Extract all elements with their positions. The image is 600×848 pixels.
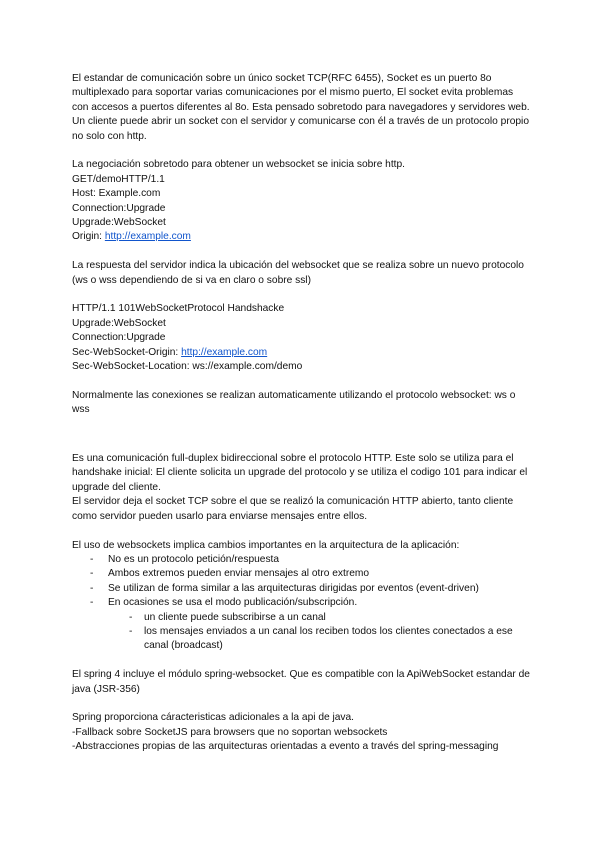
response-intro-paragraph: La respuesta del servidor indica la ubicación del websocket que se realiza sobre un nuevo protocolo (ws o wss dependiendo de si va en claro o sobre ssl) <box>72 260 524 286</box>
response-location: Sec-WebSocket-Location: ws://example.com/demo <box>72 361 303 373</box>
request-origin-label: Origin: <box>72 231 105 243</box>
fullduplex-paragraph: Es una comunicación full-duplex bidireccional sobre el protocolo HTTP. Este solo se utiliza para el handshake inicial: El cliente solicita un upgrade del protocolo y se utiliza el codigo 101 para indicar el upgrade del cliente. <box>72 453 528 493</box>
response-status: HTTP/1.1 101WebSocketProtocol Handshacke <box>72 303 285 315</box>
response-upgrade: Upgrade:WebSocket <box>72 317 166 329</box>
fallback-line: -Fallback sobre SocketJS para browsers que no soportan websockets <box>72 726 388 738</box>
list-item: - Ambos extremos pueden enviar mensajes al otro extremo <box>72 567 532 581</box>
usage-intro-paragraph: El uso de websockets implica cambios importantes en la arquitectura de la aplicación: <box>72 539 460 551</box>
response-connection: Connection:Upgrade <box>72 332 166 344</box>
abstractions-line: -Abstracciones propias de las arquitecturas orientadas a evento a través del spring-messaging <box>72 741 499 753</box>
list-item: - Se utilizan de forma similar a las arquitecturas dirigidas por eventos (event-driven) <box>72 582 532 596</box>
request-line: GET/demoHTTP/1.1 <box>72 173 165 185</box>
intro-paragraph: El estandar de comunicación sobre un único socket TCP(RFC 6455), Socket es un puerto 8o multiplexado para soportar varias comunicaciones por el mismo puerto, El socket evita problemas con accesos a puertos diferentes al 8o. Esta pensado sobretodo para navegadores y servidores web. Un cliente puede abrir un socket con el servidor y comunicarse con él a través de un protocolo propio no solo con http. <box>72 73 530 142</box>
list-item: - los mensajes enviados a un canal los reciben todos los clientes conectados a ese canal (broadcast) <box>72 625 532 654</box>
request-connection: Connection:Upgrade <box>72 202 166 214</box>
request-origin <box>72 230 532 244</box>
response-origin <box>72 346 532 360</box>
server-leaves-paragraph: El servidor deja el socket TCP sobre el que se realizó la comunicación HTTP abierto, tanto cliente como servidor pueden usarlo para enviarse mensajes entre ellos. <box>72 496 514 522</box>
spring4-paragraph: El spring 4 incluye el módulo spring-websocket. Que es compatible con la ApiWebSocket estandar de java (JSR-356) <box>72 669 530 695</box>
list-item: - No es un protocolo petición/respuesta <box>72 553 532 567</box>
request-upgrade: Upgrade:WebSocket <box>72 217 166 229</box>
normal-paragraph: Normalmente las conexiones se realizan automaticamente utilizando el protocolo websocket: ws o wss <box>72 389 516 416</box>
spring-features-paragraph: Spring proporciona cáracteristicas adicionales a la api de java. <box>72 712 355 724</box>
list-item: - En ocasiones se usa el modo publicación/subscripción. <box>72 596 532 610</box>
request-host: Host: Example.com <box>72 188 161 200</box>
usage-list <box>72 553 532 611</box>
document-page <box>72 72 532 755</box>
response-origin-label: Sec-WebSocket-Origin: <box>72 346 182 358</box>
list-item: - un cliente puede subscribirse a un canal <box>72 611 532 625</box>
response-origin-link[interactable]: http://example.com <box>181 346 268 358</box>
negotiation-paragraph: La negociación sobretodo para obtener un websocket se inicia sobre http. <box>72 159 406 171</box>
request-origin-link[interactable]: http://example.com <box>104 231 191 243</box>
pubsub-list <box>72 611 532 654</box>
